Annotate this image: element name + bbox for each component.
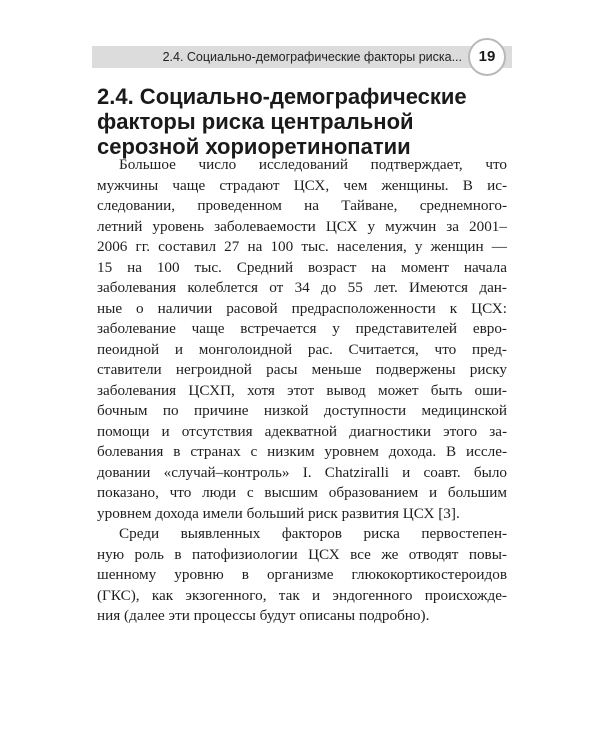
text-line: ные о наличии расовой предрасположенности к ЦСХ:: [97, 299, 507, 317]
text-line: уровнем дохода имели больший риск развития ЦСХ [3].: [97, 504, 460, 522]
text-line: (ГКС), как экзогенного, так и эндогенного происхожде-: [97, 586, 507, 604]
section-heading: [97, 84, 507, 159]
text-line: ния (далее эти процессы будут описаны подробно).: [97, 607, 430, 624]
text-line: Большое число исследований подтверждает, что: [119, 156, 507, 173]
text-line: довании «случай–контроль» I. Chatziralli и соавт. было: [97, 463, 507, 481]
text-line: заболевания колеблется от 34 до 55 лет. Имеются дан-: [97, 279, 507, 296]
text-line: бочным по причине низкой доступности медицинской: [97, 402, 507, 419]
text-line: заболевание чаще встречается у представителей евро-: [97, 320, 507, 337]
text-line: мужчины чаще страдают ЦСХ, чем женщины. В ис-: [97, 176, 507, 194]
text-line: пеоидной и монголоидной рас. Считается, что пред-: [97, 340, 507, 358]
text-line: летний уровень заболеваемости ЦСХ у мужчин за 2001–: [97, 217, 507, 235]
paragraph-2: [97, 524, 507, 627]
body-text: [97, 155, 507, 627]
page-number: 19: [468, 38, 506, 76]
text-line: болевания в странах с низким уровнем дохода. В иссле-: [97, 443, 507, 460]
text-line: 2006 гг. составил 27 на 100 тыс. населения, у женщин —: [97, 238, 507, 255]
text-line: 15 на 100 тыс. Средний возраст на момент начала: [97, 258, 507, 276]
section-heading-line: 2.4. Социально-демографические: [97, 84, 467, 109]
text-line: шенному уровню в организме глюкокортикостероидов: [97, 566, 507, 583]
text-line: следовании, проведенном на Тайване, среднемного-: [97, 197, 507, 214]
text-line: показано, что люди с высшим образованием и большим: [97, 484, 507, 501]
section-heading-line: серозной хориоретинопатии: [97, 134, 411, 159]
running-title: 2.4. Социально-демографические факторы риска...: [162, 50, 462, 64]
text-line: Среди выявленных факторов риска первостепен-: [119, 525, 507, 542]
text-line: ную роль в патофизиологии ЦСХ все же отводят повы-: [97, 545, 507, 563]
text-line: помощи и отсутствия адекватной диагностики этого за-: [97, 422, 507, 440]
text-line: заболевания ЦСХП, хотя этот вывод может быть оши-: [97, 381, 507, 399]
section-heading-line: факторы риска центральной: [97, 109, 414, 134]
text-line: ставители негроидной расы меньше подвержены риску: [97, 361, 507, 378]
paragraph-1: [97, 155, 507, 524]
